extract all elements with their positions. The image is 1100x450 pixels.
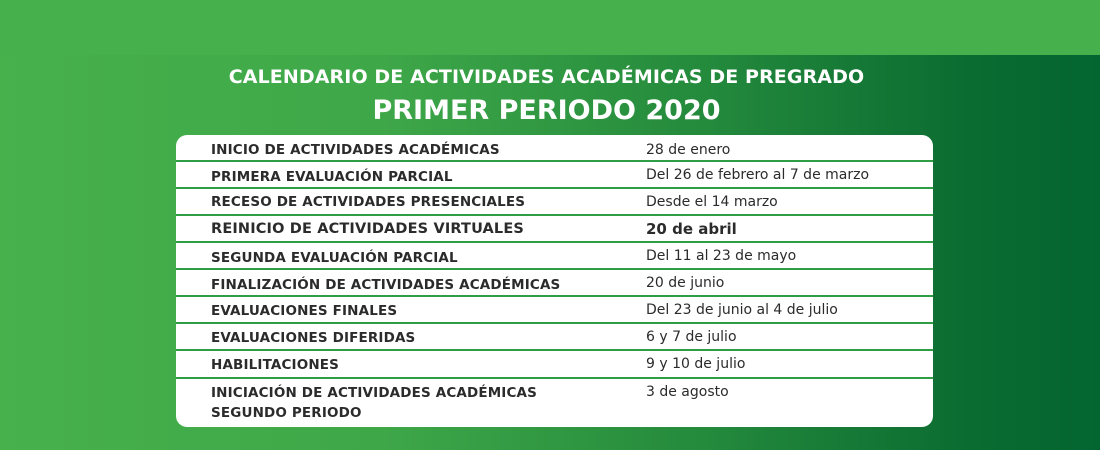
table-row bbox=[176, 351, 933, 379]
activity-label: FINALIZACIÓN DE ACTIVIDADES ACADÉMICAS bbox=[211, 277, 561, 293]
activity-label: SEGUNDA EVALUACIÓN PARCIAL bbox=[211, 250, 458, 266]
activity-date: 20 de abril bbox=[646, 220, 737, 238]
table-row bbox=[176, 324, 933, 351]
activity-date: 6 y 7 de julio bbox=[646, 329, 737, 345]
table-row bbox=[176, 379, 933, 427]
table-row bbox=[176, 297, 933, 324]
activity-label: INICIO DE ACTIVIDADES ACADÉMICAS bbox=[211, 142, 500, 158]
activity-label: RECESO DE ACTIVIDADES PRESENCIALES bbox=[211, 194, 526, 210]
table-row bbox=[176, 243, 933, 270]
activities-table bbox=[176, 135, 933, 427]
table-row bbox=[176, 135, 933, 162]
page-subtitle: PRIMER PERIODO 2020 bbox=[372, 95, 721, 126]
table-row bbox=[176, 270, 933, 297]
activity-date: 28 de enero bbox=[646, 142, 731, 158]
table-row bbox=[176, 162, 933, 189]
activity-label: EVALUACIONES DIFERIDAS bbox=[211, 330, 416, 346]
activity-label: INICIACIÓN DE ACTIVIDADES ACADÉMICAS bbox=[211, 385, 537, 401]
activity-label: REINICIO DE ACTIVIDADES VIRTUALES bbox=[211, 221, 524, 237]
activity-date: 9 y 10 de julio bbox=[646, 356, 746, 372]
activity-date: 20 de junio bbox=[646, 275, 725, 291]
activity-date: Del 26 de febrero al 7 de marzo bbox=[646, 167, 870, 183]
activity-label: HABILITACIONES bbox=[211, 357, 340, 373]
activity-label: PRIMERA EVALUACIÓN PARCIAL bbox=[211, 169, 453, 185]
activity-date: 3 de agosto bbox=[646, 384, 729, 400]
page-title: CALENDARIO DE ACTIVIDADES ACADÉMICAS DE PREGRADO bbox=[228, 66, 865, 88]
activity-date: Del 11 al 23 de mayo bbox=[646, 248, 797, 264]
activity-date: Del 23 de junio al 4 de julio bbox=[646, 302, 838, 318]
activity-label-continued: SEGUNDO PERIODO bbox=[211, 405, 362, 421]
activity-date: Desde el 14 marzo bbox=[646, 194, 778, 210]
activity-label: EVALUACIONES FINALES bbox=[211, 303, 398, 319]
table-row bbox=[176, 216, 933, 243]
table-row bbox=[176, 189, 933, 216]
